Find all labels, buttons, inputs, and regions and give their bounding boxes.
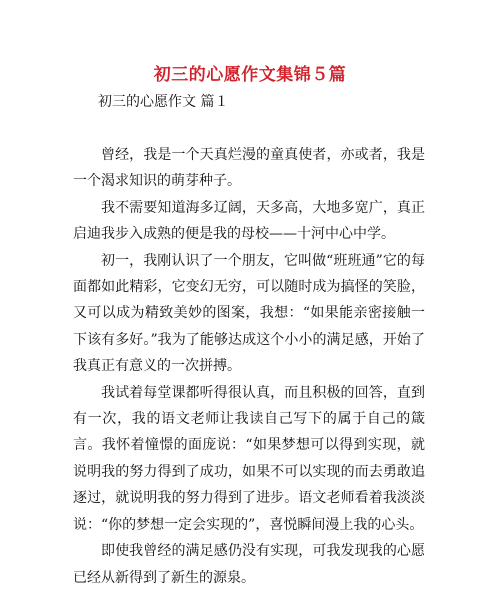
document-title: 初三的心愿作文集锦５篇 <box>153 65 347 85</box>
article-body <box>73 142 425 591</box>
paragraph-5: 即使我曾经的满足感仍没有实现，可我发现我的心愿已经从新得到了新生的源泉。 <box>73 543 425 586</box>
paragraph-1: 曾经，我是一个天真烂漫的童真使者，亦或者，我是一个渴求知识的萌芽种子。 <box>73 147 425 190</box>
paragraph-2: 我不需要知道海多辽阔，天多高，大地多宽广，真正启迪我步入成熟的便是我的母校——十河中心中学。 <box>73 199 425 243</box>
paragraph-3: 初一，我刚认识了一个朋友，它叫做“班班通”它的每面都如此精彩，它变幻无穷，可以随时成为搞怪的笑脸，又可以成为精致美妙的图案，我想：“如果能亲密接触一下该有多好。”我为了能够达成这个小小的满足感，开始了我真正有意义的一次拼搏。 <box>73 252 425 375</box>
paragraph-4: 我试着每堂课都听得很认真，而且积极的回答，直到有一次，我的语文老师让我读自己写下的属于自己的箴言。我怀着憧憬的面庞说：“如果梦想可以得到实现，就说明我的努力得到了成功，如果不可以实现的而去勇敢追逐过，就说明我的努力得到了进步。语文老师看着我淡淡说：“你的梦想一定会实现的”，喜悦瞬间漫上我的心头。 <box>73 384 425 533</box>
section-heading: 初三的心愿作文 篇１ <box>98 94 229 110</box>
